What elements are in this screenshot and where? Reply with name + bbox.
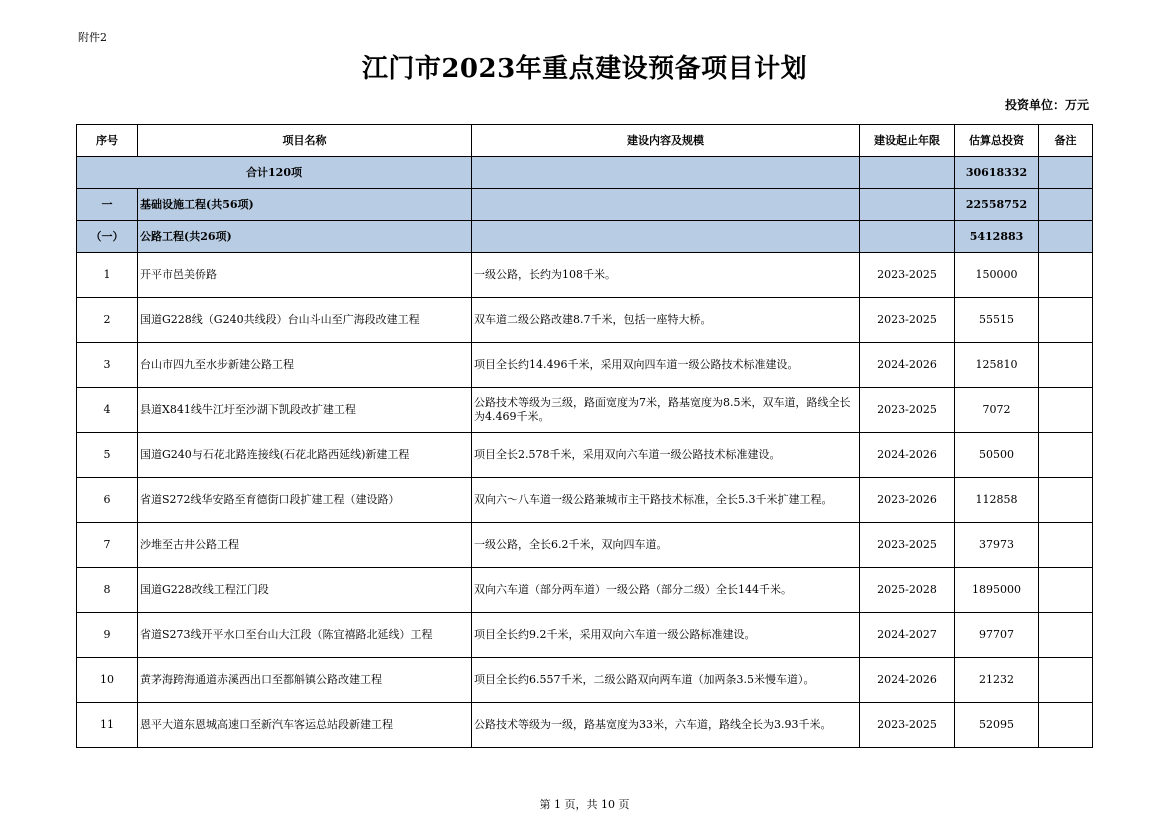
header-name: 项目名称 — [138, 125, 472, 157]
row-period: 2024-2026 — [860, 343, 955, 388]
row-seq: 4 — [77, 388, 138, 433]
total-period — [860, 157, 955, 189]
row-seq: 2 — [77, 298, 138, 343]
page-title: 江门市2023年重点建设预备项目计划 — [361, 54, 808, 84]
row-period: 2023-2025 — [860, 703, 955, 748]
row-name: 国道G228线（G240共线段）台山斗山至广海段改建工程 — [138, 298, 472, 343]
table-row — [77, 613, 1093, 658]
subcategory-seq: （一） — [77, 221, 138, 253]
category-remark — [1039, 189, 1093, 221]
category-seq: 一 — [77, 189, 138, 221]
row-content: 双向六～八车道一级公路兼城市主干路技术标准，全长5.3千米扩建工程。 — [472, 478, 860, 523]
subcategory-remark — [1039, 221, 1093, 253]
row-remark — [1039, 613, 1093, 658]
row-content: 双向六车道（部分两车道）一级公路（部分二级）全长144千米。 — [472, 568, 860, 613]
page-footer: 第 1 页，共 10 页 — [539, 798, 630, 811]
row-investment: 7072 — [955, 388, 1039, 433]
total-label: 合计120项 — [77, 157, 472, 189]
row-seq: 9 — [77, 613, 138, 658]
row-content: 公路技术等级为一级，路基宽度为33米，六车道，路线全长为3.93千米。 — [472, 703, 860, 748]
attachment-label: 附件2 — [78, 31, 107, 44]
row-seq: 5 — [77, 433, 138, 478]
project-table — [76, 124, 1093, 748]
row-content: 双车道二级公路改建8.7千米，包括一座特大桥。 — [472, 298, 860, 343]
row-remark — [1039, 343, 1093, 388]
row-name: 黄茅海跨海通道赤溪西出口至都斛镇公路改建工程 — [138, 658, 472, 703]
row-investment: 125810 — [955, 343, 1039, 388]
row-period: 2024-2026 — [860, 433, 955, 478]
table-row — [77, 658, 1093, 703]
row-investment: 150000 — [955, 253, 1039, 298]
row-period: 2023-2026 — [860, 478, 955, 523]
subcategory-investment: 5412883 — [955, 221, 1039, 253]
row-investment: 55515 — [955, 298, 1039, 343]
row-name: 开平市邑美侨路 — [138, 253, 472, 298]
row-name: 沙堆至古井公路工程 — [138, 523, 472, 568]
subcategory-content — [472, 221, 860, 253]
row-seq: 8 — [77, 568, 138, 613]
row-remark — [1039, 253, 1093, 298]
table-header-row — [77, 125, 1093, 157]
category-period — [860, 189, 955, 221]
row-remark — [1039, 478, 1093, 523]
header-seq: 序号 — [77, 125, 138, 157]
category-name: 基础设施工程(共56项) — [138, 189, 472, 221]
table-row — [77, 343, 1093, 388]
row-seq: 1 — [77, 253, 138, 298]
category-row — [77, 189, 1093, 221]
investment-unit-label: 投资单位：万元 — [1004, 98, 1089, 112]
row-content: 一级公路，长约为108千米。 — [472, 253, 860, 298]
row-name: 省道S273线开平水口至台山大江段（陈宜禧路北延线）工程 — [138, 613, 472, 658]
row-investment: 37973 — [955, 523, 1039, 568]
category-investment: 22558752 — [955, 189, 1039, 221]
row-investment: 50500 — [955, 433, 1039, 478]
row-investment: 21232 — [955, 658, 1039, 703]
row-seq: 6 — [77, 478, 138, 523]
row-name: 国道G240与石花北路连接线(石花北路西延线)新建工程 — [138, 433, 472, 478]
header-investment: 估算总投资 — [955, 125, 1039, 157]
row-name: 国道G228改线工程江门段 — [138, 568, 472, 613]
row-period: 2023-2025 — [860, 523, 955, 568]
row-investment: 97707 — [955, 613, 1039, 658]
row-remark — [1039, 658, 1093, 703]
table-row — [77, 568, 1093, 613]
row-remark — [1039, 703, 1093, 748]
row-period: 2025-2028 — [860, 568, 955, 613]
subcategory-row — [77, 221, 1093, 253]
table-row — [77, 703, 1093, 748]
row-content: 一级公路，全长6.2千米，双向四车道。 — [472, 523, 860, 568]
table-row — [77, 253, 1093, 298]
row-content: 项目全长2.578千米，采用双向六车道一级公路技术标准建设。 — [472, 433, 860, 478]
row-remark — [1039, 433, 1093, 478]
row-name: 台山市四九至水步新建公路工程 — [138, 343, 472, 388]
row-remark — [1039, 388, 1093, 433]
subcategory-name: 公路工程(共26项) — [138, 221, 472, 253]
total-remark — [1039, 157, 1093, 189]
table-row — [77, 523, 1093, 568]
subcategory-period — [860, 221, 955, 253]
row-content: 公路技术等级为三级，路面宽度为7米，路基宽度为8.5米，双车道，路线全长为4.469千米。 — [472, 388, 860, 433]
row-investment: 112858 — [955, 478, 1039, 523]
row-period: 2023-2025 — [860, 253, 955, 298]
total-content — [472, 157, 860, 189]
row-investment: 52095 — [955, 703, 1039, 748]
row-investment: 1895000 — [955, 568, 1039, 613]
row-name: 恩平大道东恩城高速口至新汽车客运总站段新建工程 — [138, 703, 472, 748]
total-row — [77, 157, 1093, 189]
row-period: 2023-2025 — [860, 388, 955, 433]
row-period: 2024-2026 — [860, 658, 955, 703]
header-content: 建设内容及规模 — [472, 125, 860, 157]
table-row — [77, 433, 1093, 478]
row-content: 项目全长约9.2千米，采用双向六车道一级公路标准建设。 — [472, 613, 860, 658]
table-row — [77, 298, 1093, 343]
total-investment: 30618332 — [955, 157, 1039, 189]
header-remark: 备注 — [1039, 125, 1093, 157]
row-name: 县道X841线牛江圩至沙湖下凯段改扩建工程 — [138, 388, 472, 433]
row-seq: 11 — [77, 703, 138, 748]
row-seq: 7 — [77, 523, 138, 568]
row-period: 2023-2025 — [860, 298, 955, 343]
table-row — [77, 478, 1093, 523]
header-period: 建设起止年限 — [860, 125, 955, 157]
row-remark — [1039, 298, 1093, 343]
row-content: 项目全长约14.496千米，采用双向四车道一级公路技术标准建设。 — [472, 343, 860, 388]
category-content — [472, 189, 860, 221]
row-period: 2024-2027 — [860, 613, 955, 658]
row-name: 省道S272线华安路至育德街口段扩建工程（建设路） — [138, 478, 472, 523]
row-seq: 3 — [77, 343, 138, 388]
row-seq: 10 — [77, 658, 138, 703]
table-row — [77, 388, 1093, 433]
row-remark — [1039, 523, 1093, 568]
row-content: 项目全长约6.557千米，二级公路双向两车道（加两条3.5米慢车道）。 — [472, 658, 860, 703]
row-remark — [1039, 568, 1093, 613]
